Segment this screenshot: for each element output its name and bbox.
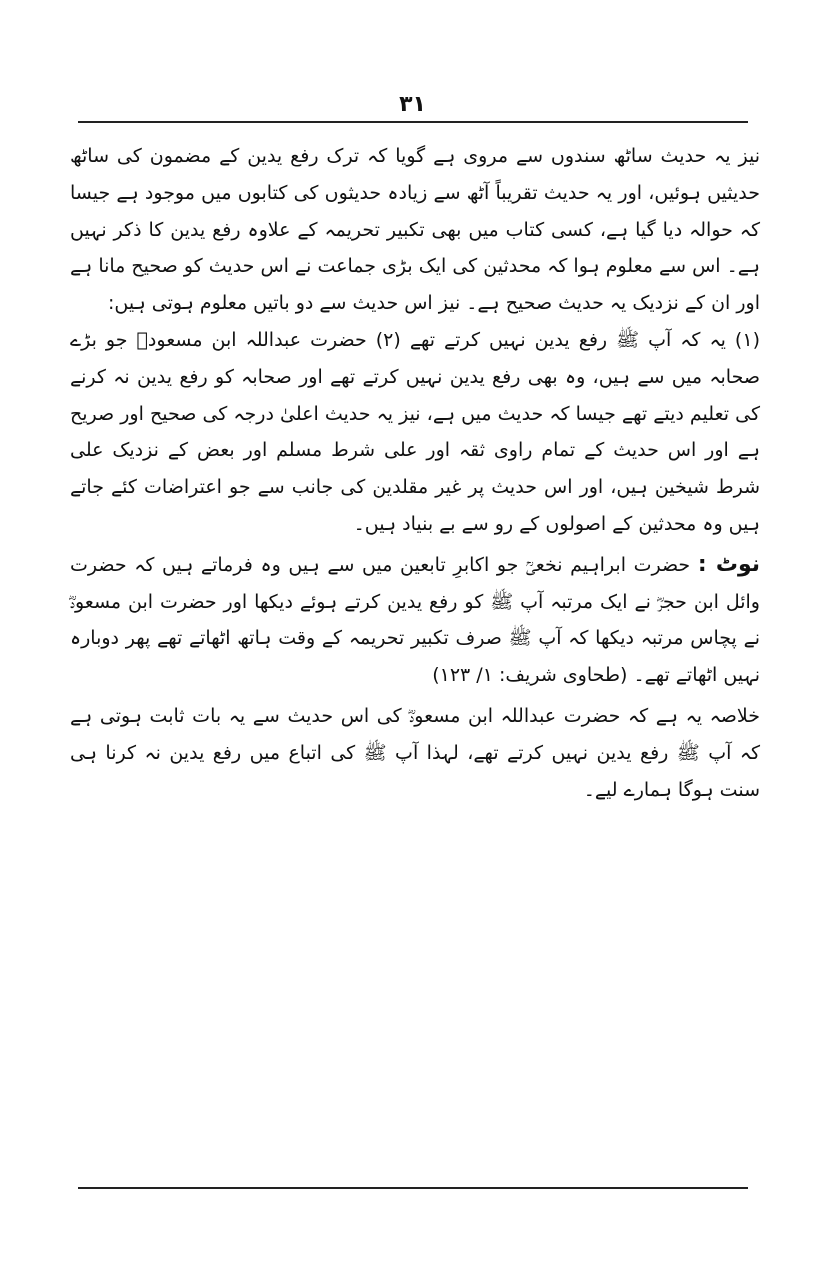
footer-rule <box>78 1187 748 1189</box>
page-number: ۳۱ <box>399 92 426 117</box>
paragraph-conclusion: خلاصہ یہ ہے کہ حضرت عبداللہ ابن مسعودؓ کی اس حدیث سے یہ بات ثابت ہوتی ہے کہ آپ ﷺ رفع یدین نہیں کرتے تھے، لہذا آپ ﷺ کی اتباع میں رفع یدین نہ کرنا ہی سنت ہوگا ہمارے لیے۔ <box>70 704 760 801</box>
note-paragraph <box>70 547 760 694</box>
paragraph-intro: نیز یہ حدیث ساٹھ سندوں سے مروی ہے گویا کہ ترک رفع یدین کے مضمون کی ساٹھ حدیثیں ہوئیں، اور یہ حدیث تقریباً آٹھ سے زیادہ حدیثوں کی کتابوں میں موجود ہے جیسا کہ حوالہ دیا گیا ہے، کسی کتاب میں بھی تکبیر تحریمہ کے علاوہ رفع یدین کا ذکر نہیں ہے۔ اس سے معلوم ہوا کہ محدثین کی ایک بڑی جماعت نے اس حدیث کو صحیح مانا ہے اور ان کے نزدیک یہ حدیث صحیح ہے۔ نیز اس حدیث سے دو باتیں معلوم ہوتی ہیں: <box>70 145 760 315</box>
header-rule <box>78 121 748 123</box>
paragraph-two-points: (۱) یہ کہ آپ ﷺ رفع یدین نہیں کرتے تھے (۲) حضرت عبداللہ ابن مسعودؓ جو بڑے صحابہ میں سے ہیں، وہ بھی رفع یدین نہیں کرتے تھے اور صحابہ کو رفع یدین نہ کرنے کی تعلیم دیتے تھے جیسا کہ حدیث میں ہے، نیز یہ حدیث اعلیٰ درجہ کی صحیح اور صریح ہے اور اس حدیث کے تمام راوی ثقہ اور علی شرط مسلم اور بعض کے نزدیک علی شرط شیخین ہیں، اور اس حدیث پر غیر مقلدین کی جانب سے جو اعتراضات کئے جاتے ہیں وہ محدثین کے اصولوں کے رو سے بے بنیاد ہیں۔ <box>70 328 760 535</box>
note-text: حضرت ابراہیم نخعیؒ جو اکابرِ تابعین میں سے ہیں وہ فرماتے ہیں کہ حضرت وائل ابن حجرؓ نے ایک مرتبہ آپ ﷺ کو رفع یدین کرتے ہوئے دیکھا اور حضرت ابن مسعودؓ نے پچاس مرتبہ دیکھا کہ آپ ﷺ صرف تکبیر تحریمہ کے وقت ہاتھ اٹھاتے تھے پھر دوبارہ نہیں اٹھاتے تھے۔ (طحاوی شریف: ۱/ ۱۲۳) <box>70 553 760 687</box>
page-body <box>70 138 760 808</box>
note-label: نوٹ : <box>697 551 761 577</box>
